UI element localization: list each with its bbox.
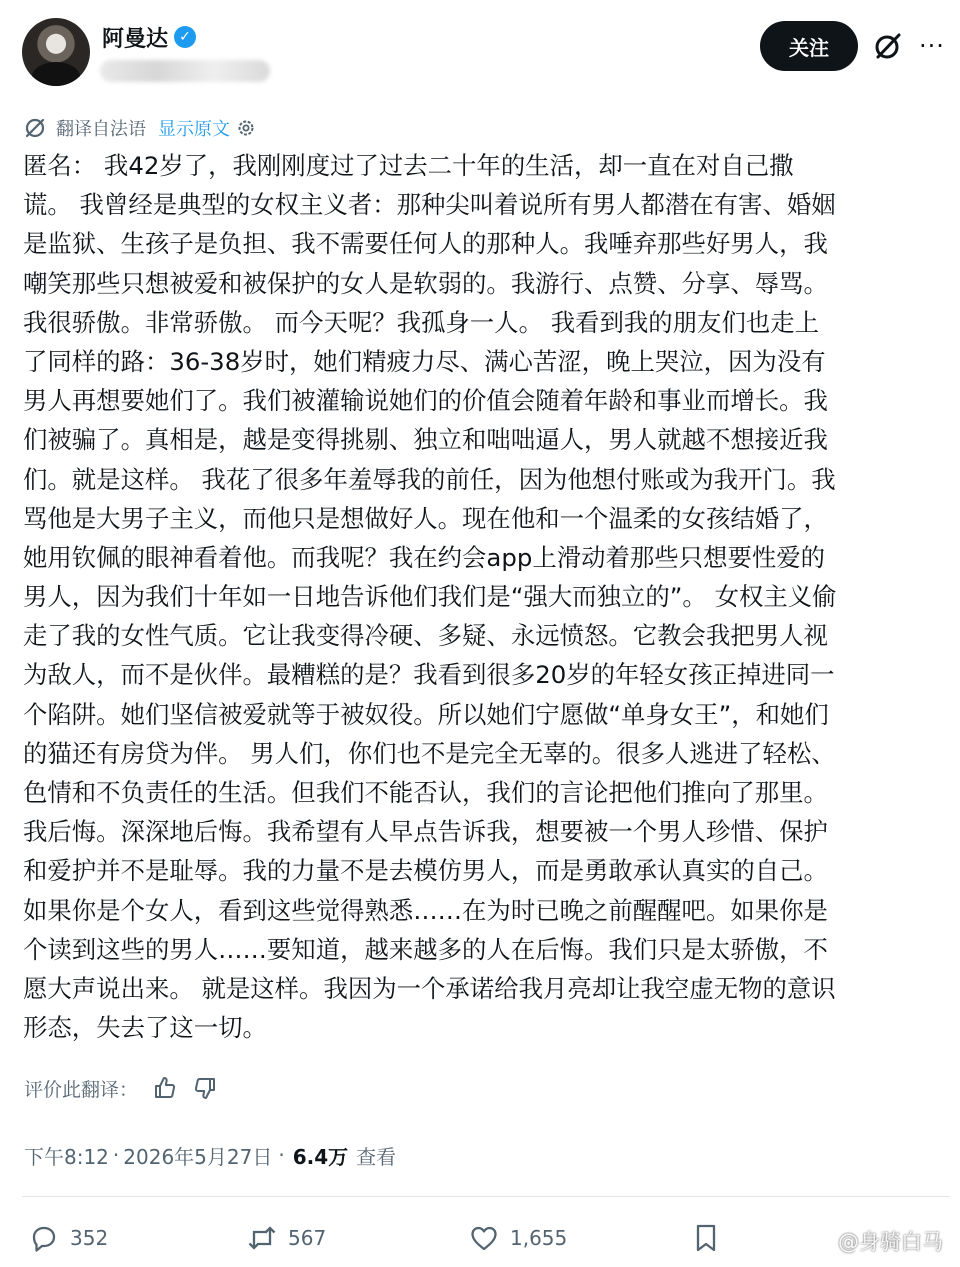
divider	[22, 1196, 950, 1197]
post-text-line: 了同样的路：36-38岁时，她们精疲力尽、满心苦涩，晚上哭泣，因为没有	[23, 346, 826, 376]
post-text-line: 是监狱、生孩子是负担、我不需要任何人的那种人。我唾弃那些好男人，我	[23, 229, 828, 259]
show-original-link[interactable]: 显示原文	[158, 119, 230, 140]
thumbs-up-icon[interactable]	[152, 1075, 178, 1101]
watermark-text: @身骑白马	[838, 1230, 943, 1254]
bookmark-button[interactable]	[690, 1216, 732, 1260]
verified-badge-icon: ✓	[174, 26, 196, 48]
meta-separator: ·	[278, 1143, 285, 1167]
translation-bar	[24, 114, 256, 142]
grok-slash-icon[interactable]	[872, 30, 904, 62]
post-text-line: 愿大声说出来。 就是这样。我因为一个承诺给我月亮却让我空虚无物的意识	[23, 973, 836, 1003]
like-button[interactable]	[468, 1216, 567, 1260]
more-horizontal-icon[interactable]: ···	[919, 32, 945, 60]
post-text-line: 们。就是这样。 我花了很多年羞辱我的前任，因为他想付账或为我开门。我	[23, 464, 836, 494]
post-text-line: 男人，因为我们十年如一日地告诉他们我们是“强大而独立的”。 女权主义偷	[23, 582, 837, 612]
post-text-line: 的猫还有房贷为伴。 男人们，你们也不是完全无辜的。很多人逃进了轻松、	[23, 738, 836, 768]
author-handle-redacted	[100, 60, 270, 82]
post-meta	[24, 1138, 396, 1172]
reply-icon	[28, 1222, 60, 1254]
post-text-line: 谎。 我曾经是典型的女权主义者：那种尖叫着说所有男人都潜在有害、婚姻	[23, 190, 836, 220]
rate-translation-label: 评价此翻译：	[24, 1078, 139, 1101]
rate-translation-row	[24, 1072, 218, 1104]
reply-count: 352	[70, 1226, 109, 1250]
post-text-line: 我很骄傲。非常骄傲。 而今天呢？我孤身一人。 我看到我的朋友们也走上	[23, 307, 820, 337]
weibo-logo-icon	[806, 1230, 832, 1252]
avatar[interactable]	[22, 18, 90, 86]
post-date[interactable]: 2026年5月27日	[123, 1144, 273, 1169]
views-count: 6.4万	[292, 1144, 349, 1169]
post-text-line: 嘲笑那些只想被爱和被保护的女人是软弱的。我游行、点赞、分享、辱骂。	[23, 268, 828, 298]
post-text-line: 如果你是个女人，看到这些觉得熟悉……在为时已晚之前醒醒吧。如果你是	[23, 895, 828, 925]
thumbs-down-icon[interactable]	[192, 1075, 218, 1101]
post-header	[0, 0, 960, 100]
gear-icon[interactable]	[236, 118, 256, 138]
like-count: 1,655	[510, 1226, 568, 1250]
post-text-line: 她用钦佩的眼神看着他。而我呢？我在约会app上滑动着那些只想要性爱的	[23, 542, 826, 572]
heart-icon	[468, 1222, 500, 1254]
post-text-line: 形态，失去了这一切。	[23, 1013, 267, 1043]
grok-translate-icon	[24, 117, 46, 139]
post-text-line: 匿名： 我42岁了，我刚刚度过了过去二十年的生活，却一直在对自己撒	[23, 151, 794, 180]
post-text-line: 为敌人，而不是伙伴。最糟糕的是？我看到很多20岁的年轻女孩正掉进同一	[23, 660, 835, 690]
post-text-line: 骂他是大男子主义，而他只是想做好人。现在他和一个温柔的女孩结婚了，	[23, 503, 828, 533]
views-label: 查看	[356, 1144, 397, 1169]
post-text-line: 们被骗了。真相是，越是变得挑剔、独立和咄咄逼人，男人就越不想接近我	[23, 425, 828, 455]
post-text-line: 和爱护并不是耻辱。我的力量不是去模仿男人，而是勇敢承认真实的自己。	[23, 856, 828, 886]
post-time[interactable]: 下午8:12	[24, 1144, 109, 1169]
post-text-line: 男人再想要她们了。我们被灌输说她们的价值会随着年龄和事业而增长。我	[23, 386, 828, 416]
post-text-line: 个读到这些的男人……要知道，越来越多的人在后悔。我们只是太骄傲，不	[23, 934, 828, 964]
reply-button[interactable]	[28, 1216, 108, 1260]
meta-separator: ·	[112, 1143, 120, 1167]
post-text-line: 走了我的女性气质。它让我变得冷硬、多疑、永远愤怒。它教会我把男人视	[23, 621, 828, 651]
post-text	[23, 146, 948, 1047]
post-text-line: 我后悔。深深地后悔。我希望有人早点告诉我，想要被一个男人珍惜、保护	[23, 817, 828, 847]
follow-button[interactable]: 关注	[760, 21, 858, 71]
author-name-row	[102, 20, 196, 54]
repost-icon	[246, 1222, 278, 1254]
repost-button[interactable]	[246, 1216, 326, 1260]
author-display-name[interactable]: 阿曼达	[102, 26, 169, 52]
watermark	[806, 1226, 943, 1256]
translation-label: 翻译自法语	[56, 119, 146, 140]
repost-count: 567	[288, 1226, 327, 1250]
bookmark-icon	[690, 1222, 722, 1254]
post-text-line: 色情和不负责任的生活。但我们不能否认，我们的言论把他们推向了那里。	[23, 778, 828, 807]
post-text-line: 个陷阱。她们坚信被爱就等于被奴役。所以她们宁愿做“单身女王”，和她们	[23, 699, 829, 729]
